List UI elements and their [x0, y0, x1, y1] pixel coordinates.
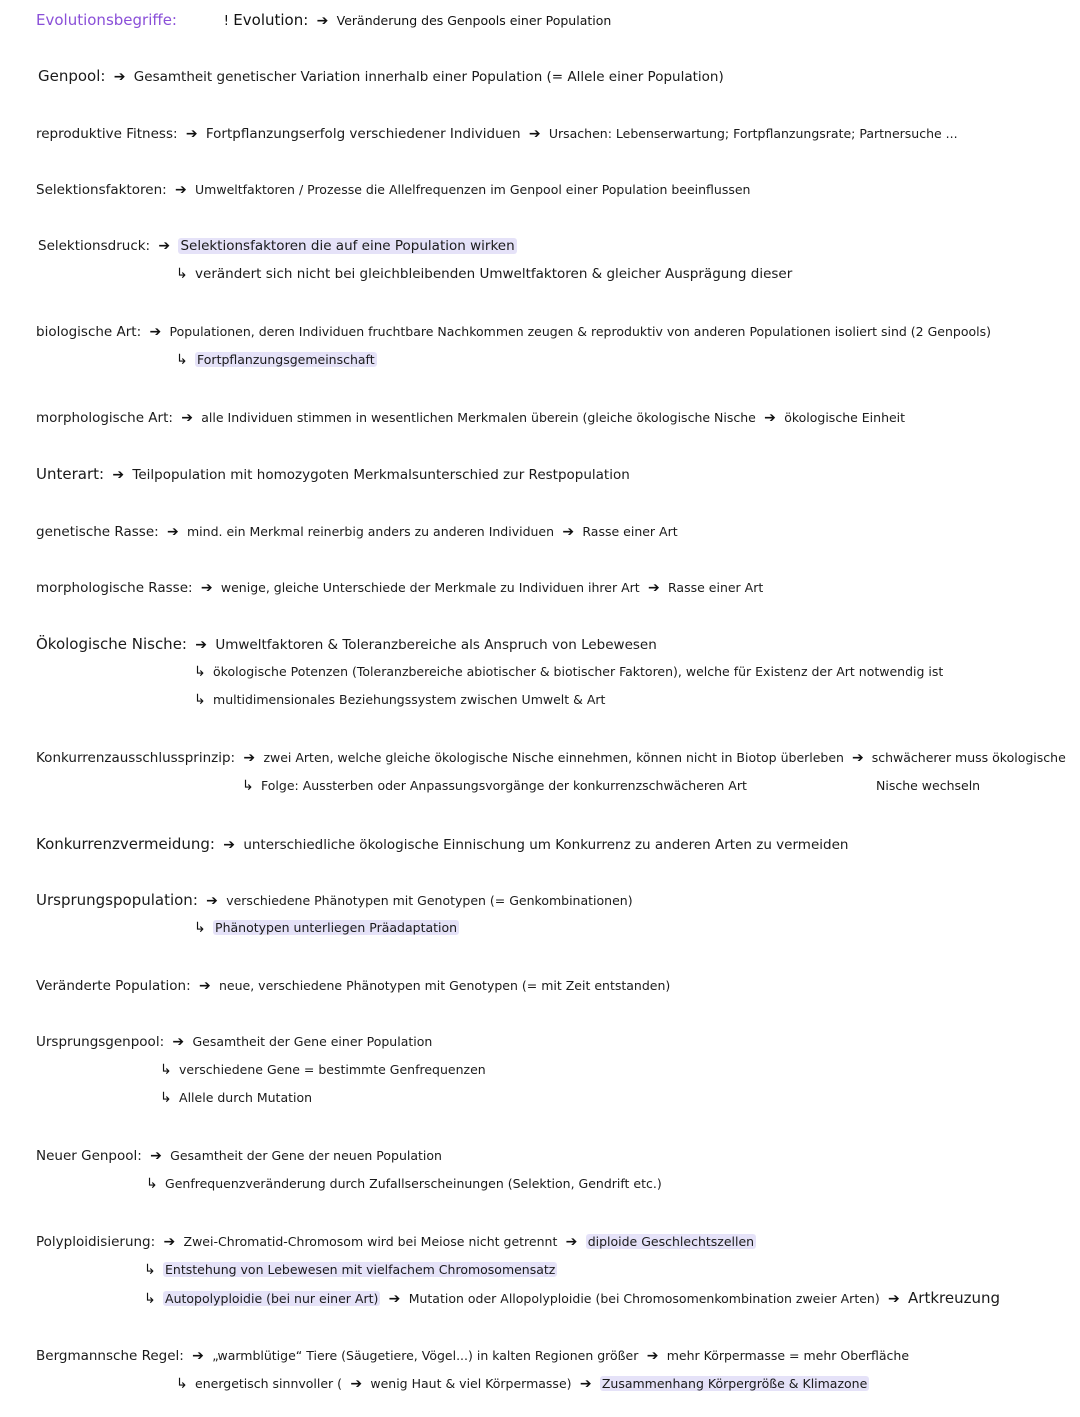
- arrow-icon: ➔: [888, 1291, 900, 1307]
- term-ursprungsgenpool: Ursprungsgenpool:: [36, 1034, 165, 1050]
- arrow-icon: ➔: [647, 580, 660, 596]
- entry-selektionsdruck-sub: [176, 264, 792, 284]
- arrow-icon: ➔: [175, 182, 187, 198]
- term-konkurrenzvermeidung: Konkurrenzvermeidung:: [36, 835, 215, 853]
- arrow-icon: ➔: [316, 13, 329, 29]
- def-neuer-genpool-2: Genfrequenzveränderung durch Zufallserscheinungen (Selektion, Gendrift etc.): [165, 1176, 662, 1191]
- def-morphologische-art: alle Individuen stimmen in wesentlichen Merkmalen überein (gleiche ökologische Nische: [201, 410, 756, 425]
- entry-polyploidisierung-sub1: [144, 1260, 557, 1280]
- def-neuer-genpool-1: Gesamtheit der Gene der neuen Population: [170, 1148, 442, 1163]
- def-fitness: Fortpflanzungserfolg verschiedener Individuen: [205, 126, 521, 142]
- def-polyploidisierung-2: Entstehung von Lebewesen mit vielfachem Chromosomensatz: [165, 1262, 556, 1277]
- entry-bergmannsche-regel: [36, 1346, 909, 1366]
- arrow-icon: ➔: [163, 1234, 176, 1250]
- term-oekologische-nische: Ökologische Nische:: [36, 635, 187, 653]
- def-genpool: Gesamtheit genetischer Variation innerhalb einer Population (= Allele einer Population): [133, 69, 724, 85]
- def-genetische-rasse: mind. ein Merkmal reinerbig anders zu anderen Individuen: [187, 524, 555, 539]
- term-selektionsdruck: Selektionsdruck:: [38, 238, 151, 254]
- header-row: [36, 10, 611, 31]
- def-unterart: Teilpopulation mit homozygoten Merkmalsunterschied zur Restpopulation: [132, 467, 630, 483]
- def-morphologische-art-end: ökologische Einheit: [784, 410, 906, 425]
- curved-arrow-icon: ↳: [194, 664, 206, 680]
- entry-fitness: [36, 124, 958, 144]
- arrow-icon: ➔: [149, 324, 162, 340]
- causes-fitness: Ursachen: Lebenserwartung; Fortpflanzungsrate; Partnersuche ...: [548, 126, 958, 141]
- def-morphologische-rasse-end: Rasse einer Art: [668, 580, 764, 595]
- entry-konkurrenzausschluss: [36, 748, 844, 768]
- curved-arrow-icon: ↳: [144, 1291, 156, 1307]
- entry-selektionsdruck: [38, 236, 517, 256]
- entry-konkurrenzausschluss-sub: [242, 776, 747, 796]
- def-konkurrenzausschluss-1: zwei Arten, welche gleiche ökologische Nische einnehmen, können nicht in Biotop überleben: [263, 750, 844, 765]
- arrow-icon: ➔: [579, 1376, 592, 1392]
- term-fitness: reproduktive Fitness:: [36, 126, 178, 142]
- arrow-icon: ➔: [166, 524, 179, 540]
- def-selektionsfaktoren: Umweltfaktoren / Prozesse die Allelfrequenzen im Genpool einer Population beeinflussen: [195, 182, 751, 197]
- def-polyploidisierung-1: Zwei-Chromatid-Chromosom wird bei Meiose nicht getrennt: [183, 1234, 558, 1249]
- entry-genpool: [38, 66, 724, 87]
- entry-oekologische-nische-sub2: [194, 690, 605, 710]
- def-konkurrenzausschluss-end: schwächerer muss ökologische: [871, 750, 1066, 765]
- curved-arrow-icon: ↳: [144, 1262, 156, 1278]
- important-mark: !: [223, 13, 229, 29]
- term-konkurrenzausschluss: Konkurrenzausschlussprinzip:: [36, 750, 236, 766]
- entry-konkurrenzausschluss-end: [848, 748, 1066, 768]
- arrow-icon: ➔: [195, 637, 208, 653]
- entry-selektionsfaktoren: [36, 180, 750, 200]
- term-ursprungspopulation: Ursprungspopulation:: [36, 891, 198, 909]
- arrow-icon: ➔: [158, 238, 171, 254]
- def-biologische-art-2: Fortpflanzungsgemeinschaft: [197, 352, 375, 367]
- curved-arrow-icon: ↳: [146, 1176, 158, 1192]
- arrow-icon: ➔: [565, 1234, 578, 1250]
- def-selektionsdruck-2: verändert sich nicht bei gleichbleibenden Umweltfaktoren & gleicher Ausprägung dieser: [195, 266, 793, 282]
- arrow-icon: ➔: [528, 126, 541, 142]
- arrow-icon: ➔: [388, 1291, 401, 1307]
- curved-arrow-icon: ↳: [194, 692, 206, 708]
- arrow-icon: ➔: [150, 1148, 162, 1164]
- entry-neuer-genpool: [36, 1146, 442, 1166]
- arrow-icon: ➔: [223, 837, 236, 853]
- def-ursprungsgenpool-1: Gesamtheit der Gene einer Population: [192, 1034, 433, 1049]
- def-bergmannsche-regel-2-end: Zusammenhang Körpergröße & Klimazone: [601, 1376, 868, 1391]
- arrow-icon: ➔: [562, 524, 575, 540]
- entry-ursprungsgenpool: [36, 1032, 432, 1052]
- entry-ursprungsgenpool-sub2: [160, 1088, 312, 1108]
- arrow-icon: ➔: [112, 467, 125, 483]
- term-bergmannsche-regel: Bergmannsche Regel:: [36, 1348, 184, 1364]
- curved-arrow-icon: ↳: [176, 1376, 188, 1392]
- def-oekologische-nische-3: multidimensionales Beziehungssystem zwischen Umwelt & Art: [213, 692, 606, 707]
- def-konkurrenzausschluss-end2: Nische wechseln: [876, 778, 981, 793]
- term-biologische-art: biologische Art:: [36, 324, 142, 340]
- def-selektionsdruck-1: Selektionsfaktoren die auf eine Population wirken: [180, 238, 515, 254]
- def-ursprungsgenpool-3: Allele durch Mutation: [179, 1090, 313, 1105]
- def-bergmannsche-regel-2: energetisch sinnvoller (: [195, 1376, 343, 1391]
- arrow-icon: ➔: [172, 1034, 185, 1050]
- def-konkurrenzausschluss-2: Folge: Aussterben oder Anpassungsvorgänge der konkurrenzschwächeren Art: [261, 778, 747, 793]
- page-title: Evolutionsbegriffe:: [36, 11, 177, 29]
- curved-arrow-icon: ↳: [160, 1090, 172, 1106]
- entry-konkurrenzvermeidung: [36, 834, 848, 855]
- def-evolution: Veränderung des Genpools einer Population: [336, 13, 612, 28]
- def-bergmannsche-regel-1: „warmblütige“ Tiere (Säugetiere, Vögel...) in kalten Regionen größer: [212, 1348, 639, 1363]
- term-genpool: Genpool:: [38, 67, 106, 85]
- def-polyploidisierung-1-end: diploide Geschlechtszellen: [587, 1234, 755, 1249]
- term-morphologische-art: morphologische Art:: [36, 410, 173, 426]
- def-oekologische-nische-1: Umweltfaktoren & Toleranzbereiche als Anspruch von Lebewesen: [215, 637, 657, 653]
- def-biologische-art-1: Populationen, deren Individuen fruchtbare Nachkommen zeugen & reproduktiv von anderen Populationen isoliert sind (2 Genpools): [169, 324, 991, 339]
- def-bergmannsche-regel-2-mid: wenig Haut & viel Körpermasse): [370, 1376, 572, 1391]
- def-ursprungsgenpool-2: verschiedene Gene = bestimmte Genfrequenzen: [179, 1062, 486, 1077]
- entry-ursprungsgenpool-sub1: [160, 1060, 486, 1080]
- arrow-icon: ➔: [243, 750, 256, 766]
- curved-arrow-icon: ↳: [160, 1062, 172, 1078]
- curved-arrow-icon: ↳: [194, 920, 206, 936]
- term-genetische-rasse: genetische Rasse:: [36, 524, 159, 540]
- def-polyploidisierung-3: Autopolyploidie (bei nur einer Art): [165, 1291, 379, 1306]
- term-veraenderte-population: Veränderte Population:: [36, 978, 191, 994]
- curved-arrow-icon: ↳: [242, 778, 254, 794]
- arrow-icon: ➔: [206, 893, 218, 909]
- def-polyploidisierung-3-end: Artkreuzung: [908, 1289, 1001, 1307]
- def-ursprungspopulation-1: verschiedene Phänotypen mit Genotypen (= Genkombinationen): [226, 893, 633, 908]
- term-evolution: Evolution:: [233, 11, 309, 29]
- arrow-icon: ➔: [181, 410, 193, 426]
- def-veraenderte-population: neue, verschiedene Phänotypen mit Genotypen (= mit Zeit entstanden): [219, 978, 671, 993]
- arrow-icon: ➔: [646, 1348, 659, 1364]
- curved-arrow-icon: ↳: [176, 352, 188, 368]
- term-polyploidisierung: Polyploidisierung:: [36, 1234, 156, 1250]
- def-oekologische-nische-2: ökologische Potenzen (Toleranzbereiche abiotischer & biotischer Faktoren), welche für Existenz der Art notwendig ist: [213, 664, 944, 679]
- entry-polyploidisierung: [36, 1232, 756, 1252]
- entry-biologische-art: [36, 322, 991, 342]
- entry-ursprungspopulation: [36, 890, 633, 911]
- arrow-icon: ➔: [185, 126, 198, 142]
- arrow-icon: ➔: [764, 410, 776, 426]
- arrow-icon: ➔: [198, 978, 211, 994]
- arrow-icon: ➔: [350, 1376, 363, 1392]
- entry-veraenderte-population: [36, 976, 670, 996]
- entry-polyploidisierung-sub2: [144, 1288, 1000, 1309]
- arrow-icon: ➔: [852, 750, 864, 766]
- def-polyploidisierung-3-mid: Mutation oder Allopolyploidie (bei Chromosomenkombination zweier Arten): [408, 1291, 880, 1306]
- def-konkurrenzvermeidung: unterschiedliche ökologische Einnischung um Konkurrenz zu anderen Arten zu vermeiden: [243, 837, 849, 853]
- arrow-icon: ➔: [113, 69, 126, 85]
- entry-konkurrenzausschluss-end2: [876, 776, 980, 796]
- entry-neuer-genpool-sub: [146, 1174, 662, 1194]
- entry-biologische-art-sub: [176, 350, 377, 370]
- entry-oekologische-nische-sub1: [194, 662, 943, 682]
- arrow-icon: ➔: [200, 580, 213, 596]
- arrow-icon: ➔: [192, 1348, 204, 1364]
- def-morphologische-rasse: wenige, gleiche Unterschiede der Merkmale zu Individuen ihrer Art: [220, 580, 640, 595]
- entry-ursprungspopulation-sub: [194, 918, 459, 938]
- term-neuer-genpool: Neuer Genpool:: [36, 1148, 142, 1164]
- def-genetische-rasse-end: Rasse einer Art: [582, 524, 678, 539]
- term-unterart: Unterart:: [36, 465, 105, 483]
- curved-arrow-icon: ↳: [176, 266, 188, 282]
- term-morphologische-rasse: morphologische Rasse:: [36, 580, 193, 596]
- entry-morphologische-art: [36, 408, 905, 428]
- entry-bergmannsche-regel-sub: [176, 1374, 869, 1394]
- entry-genetische-rasse: [36, 522, 678, 542]
- entry-oekologische-nische: [36, 634, 657, 655]
- def-ursprungspopulation-2: Phänotypen unterliegen Präadaptation: [215, 920, 458, 935]
- def-bergmannsche-regel-1-end: mehr Körpermasse = mehr Oberfläche: [666, 1348, 910, 1363]
- entry-unterart: [36, 464, 630, 485]
- term-selektionsfaktoren: Selektionsfaktoren:: [36, 182, 167, 198]
- entry-morphologische-rasse: [36, 578, 763, 598]
